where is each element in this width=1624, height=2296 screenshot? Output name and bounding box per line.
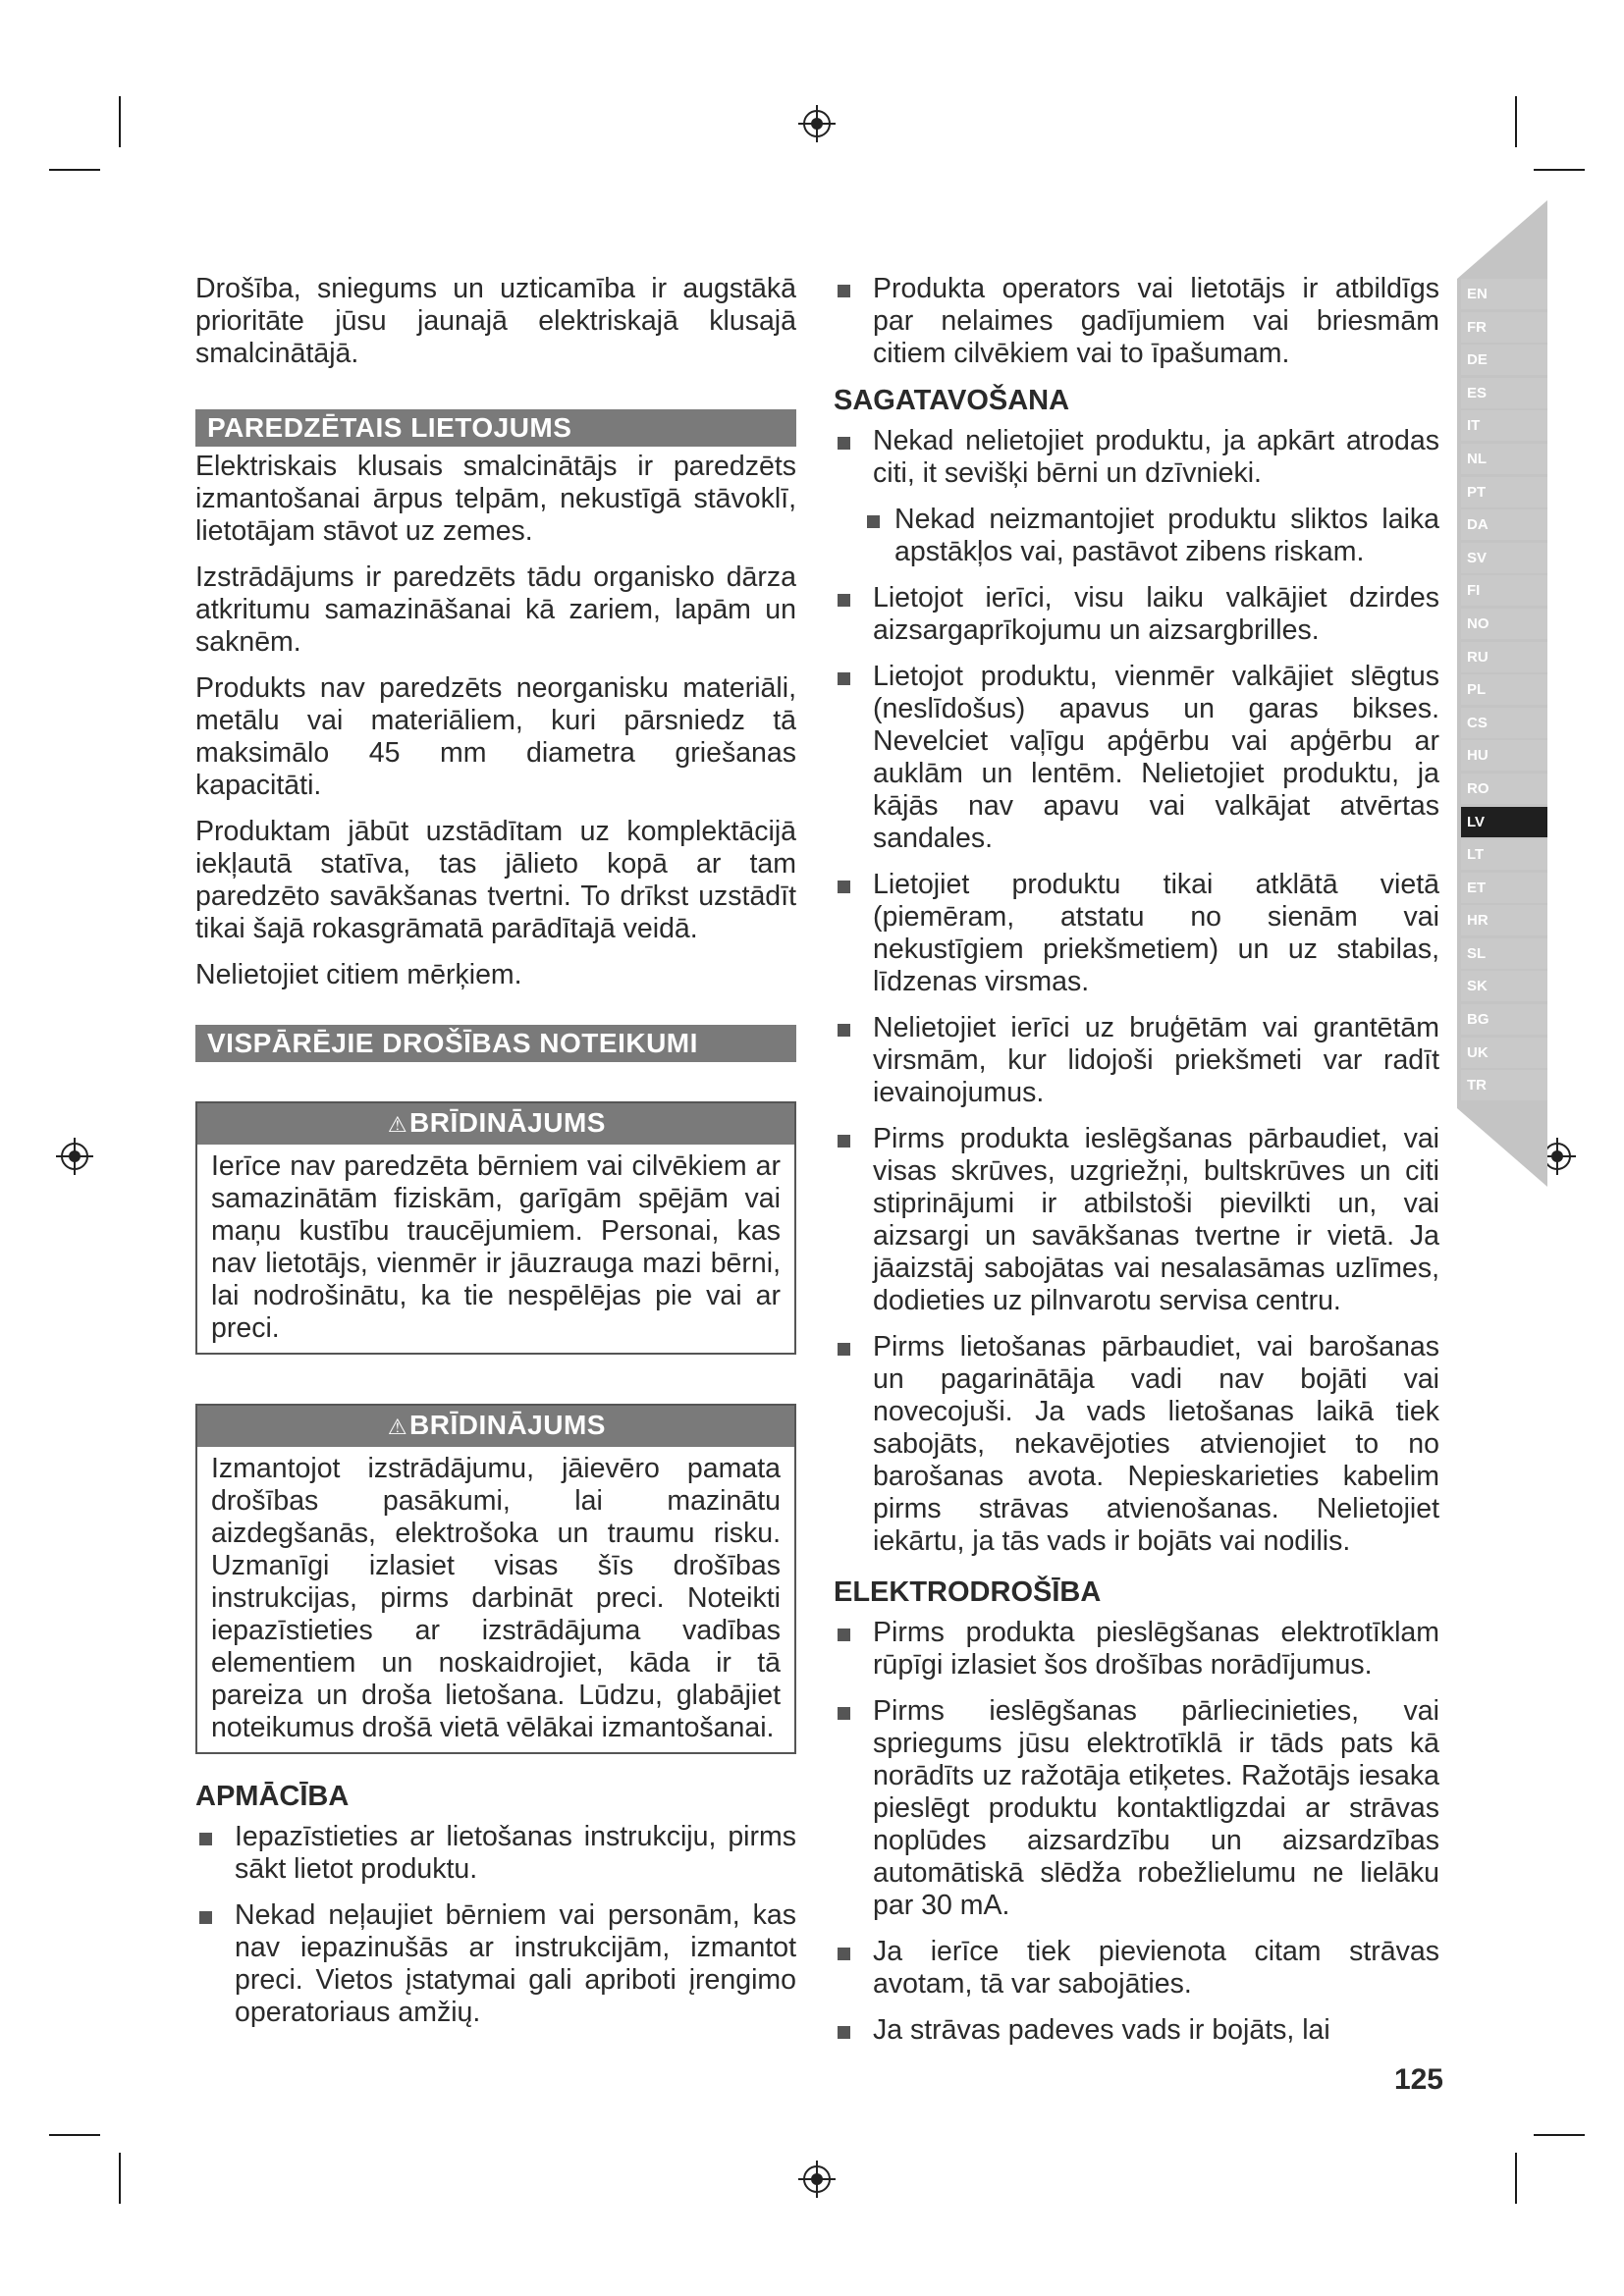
paragraph: Nelietojiet citiem mērķiem.	[195, 959, 522, 990]
language-tab-fr: FR	[1461, 312, 1547, 343]
intro-text: Drošība, sniegums un uzticamība ir augstākā prioritāte jūsu jaunajā elektriskajā klusajā smalcinātājā.	[195, 273, 796, 369]
list-item	[834, 582, 1439, 647]
warning-icon: ⚠	[387, 1112, 408, 1137]
list-item-text: Pirms lietošanas pārbaudiet, vai barošanas un pagarinātāja vadi nav bojāti vai novecojuši. Ja vads lietošanas laikā tiek sabojāts, nekavējoties atvienojiet to no barošanas avota. Nepieskarieties kabelim pirms strāvas atvienošanas. Nelietojiet iekārtu, ja tās vads ir bojāts vai nodilis.	[873, 1331, 1439, 1557]
language-tab-de: DE	[1461, 345, 1547, 375]
registration-mark-icon	[797, 2160, 837, 2199]
section-title-preparation: SAGATAVOŠANA	[834, 385, 1070, 416]
list-item	[195, 1899, 796, 2029]
warning-icon: ⚠	[387, 1415, 408, 1439]
bullet-icon	[838, 1948, 850, 1960]
paragraph: Produktam jābūt uzstādītam uz komplektācijā iekļautā statīva, tas jālieto kopā ar tam paredzēto savākšanas tvertni. To drīkst uzstādīt tikai šajā rokasgrāmatā parādītajā veidā.	[195, 816, 796, 944]
list-item	[834, 1936, 1439, 2001]
bullet-icon	[838, 437, 850, 450]
language-tab-pt: PT	[1461, 477, 1547, 507]
list-item	[195, 1821, 796, 1886]
right-column	[834, 273, 1439, 2060]
bullet-icon	[838, 881, 850, 893]
registration-mark-icon	[797, 104, 837, 143]
list-item-text: Lietojot ierīci, visu laiku valkājiet dzirdes aizsargaprīkojumu un aizsargbrilles.	[873, 582, 1439, 646]
list-item-text: Nelietojiet ierīci uz bruģētām vai grantētām virsmām, kur lidojoši priekšmeti var radīt ievainojumus.	[873, 1012, 1439, 1108]
registration-mark-icon	[55, 1137, 94, 1176]
crop-mark	[119, 96, 121, 147]
list-item-text: Ja strāvas padeves vads ir bojāts, lai	[873, 2014, 1330, 2046]
language-tab-cs: CS	[1461, 708, 1547, 738]
bullet-icon	[838, 1343, 850, 1356]
warning-box	[195, 1404, 796, 1754]
intended-use-paragraphs	[195, 451, 796, 991]
list-item	[834, 661, 1439, 855]
list-item	[834, 869, 1439, 998]
bullet-icon	[199, 1833, 212, 1845]
bullet-icon	[838, 1629, 850, 1641]
crop-mark	[119, 2153, 121, 2204]
list-item	[834, 273, 1439, 370]
bullet-icon	[838, 1707, 850, 1720]
list-item-text: Nekad nelietojiet produktu, ja apkārt atrodas citi, it sevišķi bērni un dzīvnieki.	[873, 425, 1439, 489]
language-tab-es: ES	[1461, 378, 1547, 408]
language-tab-tr: TR	[1461, 1070, 1547, 1100]
bullet-icon	[838, 1135, 850, 1148]
bullet-icon	[838, 285, 850, 297]
list-item-text: Lietojiet produktu tikai atklātā vietā (piemēram, atstatu no sienām vai nekustīgiem priekšmetiem) un uz stabilas, līdzenas virsmas.	[873, 869, 1439, 997]
warning-text: Izmantojot izstrādājumu, jāievēro pamata drošības pasākumi, lai mazinātu aizdegšanās, elektrošoka un traumu risku. Uzmanīgi izlasiet visas šīs drošības instrukcijas, pirms darbināt preci. Noteikti iepazīstieties ar izstrādājuma vadības elementiem un noskaidrojiet, kāda ir tā pareiza un droša lietošana. Lūdzu, glabājiet noteikumus drošā vietā vēlākai izmantošanai.	[211, 1453, 781, 1743]
list-item-text: Produkta operators vai lietotājs ir atbildīgs par nelaimes gadījumiem vai briesmām citiem cilvēkiem vai to īpašumam.	[873, 273, 1439, 369]
language-tab-nl: NL	[1461, 444, 1547, 474]
language-tab-list	[1461, 279, 1547, 1103]
training-list	[195, 1821, 796, 2029]
warning-text: Ierīce nav paredzēta bērniem vai cilvēkiem ar samazinātām fiziskām, garīgām spējām vai maņu kustību traucējumiem. Personai, kas nav lietotājs, vienmēr ir jāuzrauga mazi bērni, lai nodrošinātu, ka tie nespēlējas pie vai ar preci.	[211, 1150, 781, 1344]
language-tab-ru: RU	[1461, 642, 1547, 672]
bullet-icon	[867, 515, 880, 528]
bullet-icon	[199, 1911, 212, 1924]
crop-mark	[49, 2134, 100, 2136]
section-title-training: APMĀCĪBA	[195, 1781, 350, 1812]
paragraph: Elektriskais klusais smalcinātājs ir paredzēts izmantošanai ārpus telpām, nekustīgā stāvoklī, lietotājam stāvot uz zemes.	[195, 451, 796, 547]
paragraph: Izstrādājums ir paredzēts tādu organisko dārza atkritumu samazināšanai kā zariem, lapām un saknēm.	[195, 561, 796, 658]
language-tab-no: NO	[1461, 609, 1547, 639]
list-item-text: Nekad neļaujiet bērniem vai personām, kas nav iepazinušās ar instrukcijām, izmantot preci. Vietos įstatymai gali apriboti įrengimo operatoriaus amžių.	[235, 1899, 796, 2028]
warning-box	[195, 1101, 796, 1355]
responsibility-list	[834, 273, 1439, 370]
warning-header	[197, 1103, 794, 1145]
language-tab-hr: HR	[1461, 905, 1547, 935]
bullet-icon	[838, 2026, 850, 2039]
list-item-text: Pirms ieslēgšanas pārliecinieties, vai spriegums jūsu elektrotīklā ir tāds pats kā norādīts uz ražotāja etiķetes. Ražotājs iesaka pieslēgt produktu kontaktligzdai ar strāvas noplūdes aizsardzību un aizsardzības automātiskā slēdža robežlielumu ne lielāku par 30 mA.	[873, 1695, 1439, 1921]
list-item	[834, 1617, 1439, 1682]
crop-mark	[1515, 96, 1517, 147]
section-title-general-safety: VISPĀRĒJIE DROŠĪBAS NOTEIKUMI	[195, 1025, 796, 1062]
bullet-icon	[838, 672, 850, 685]
language-tab-sv: SV	[1461, 543, 1547, 573]
left-column	[195, 273, 796, 2043]
language-tab-fi: FI	[1461, 575, 1547, 606]
language-tab-sl: SL	[1461, 938, 1547, 969]
list-item-text: Iepazīstieties ar lietošanas instrukciju, pirms sākt lietot produktu.	[235, 1821, 796, 1885]
electrical-safety-list	[834, 1617, 1439, 2047]
language-tab-en: EN	[1461, 279, 1547, 309]
language-tab-et: ET	[1461, 873, 1547, 903]
list-item-text: Lietojot produktu, vienmēr valkājiet slēgtus (neslīdošus) apavus un garas bikses. Nevelciet vaļīgu apģērbu vai apģērbu ar auklām un lentēm. Nelietojiet produktu, ja kājās nav apavu vai valkājat atvērtas sandales.	[873, 661, 1439, 854]
language-tab-ro: RO	[1461, 774, 1547, 804]
list-item-text: Pirms produkta pieslēgšanas elektrotīklam rūpīgi izlasiet šos drošības norādījumus.	[873, 1617, 1439, 1681]
preparation-list	[834, 425, 1439, 1558]
bullet-icon	[838, 594, 850, 607]
list-item-text: Nekad neizmantojiet produktu sliktos laika apstākļos vai, pastāvot zibens riskam.	[894, 504, 1439, 567]
list-item	[834, 1012, 1439, 1109]
list-item	[834, 1123, 1439, 1317]
list-item	[834, 504, 1439, 568]
language-tab-pl: PL	[1461, 674, 1547, 705]
language-tab-bg: BG	[1461, 1004, 1547, 1035]
list-item-text: Pirms produkta ieslēgšanas pārbaudiet, vai visas skrūves, uzgriežņi, bultskrūves un citi stiprinājumi ir atbilstoši pievilkti un, vai aizsargi un savākšanas tvertne ir vietā. Ja jāaizstāj sabojātas vai nesalasāmas uzlīmes, dodieties uz pilnvarotu servisa centru.	[873, 1123, 1439, 1316]
warning-title: BRĪDINĀJUMS	[409, 1410, 606, 1440]
paragraph: Produkts nav paredzēts neorganisku materiāli, metālu vai materiāliem, kuri pārsniedz tā maksimālo 45 mm diametra griešanas kapacitāti.	[195, 672, 796, 801]
crop-mark	[1534, 2134, 1585, 2136]
section-title-electrical-safety: ELEKTRODROŠĪBA	[834, 1576, 1102, 1608]
language-tab-sk: SK	[1461, 971, 1547, 1001]
crop-mark	[1515, 2153, 1517, 2204]
language-tab-uk: UK	[1461, 1038, 1547, 1068]
list-item-text: Ja ierīce tiek pievienota citam strāvas avotam, tā var sabojāties.	[873, 1936, 1439, 2000]
section-title-intended-use: PAREDZĒTAIS LIETOJUMS	[195, 409, 796, 447]
list-item	[834, 2014, 1439, 2047]
bullet-icon	[838, 1024, 850, 1037]
language-tab-lt: LT	[1461, 839, 1547, 870]
list-item	[834, 1695, 1439, 1922]
language-tab-lv: LV	[1461, 807, 1547, 837]
warning-title: BRĪDINĀJUMS	[409, 1107, 606, 1138]
language-tab-da: DA	[1461, 509, 1547, 540]
list-item	[834, 425, 1439, 490]
crop-mark	[1534, 169, 1585, 171]
crop-mark	[49, 169, 100, 171]
language-tab-it: IT	[1461, 410, 1547, 441]
page-number: 125	[1393, 2063, 1443, 2096]
list-item	[834, 1331, 1439, 1558]
language-tab-hu: HU	[1461, 740, 1547, 771]
warning-header	[197, 1406, 794, 1447]
